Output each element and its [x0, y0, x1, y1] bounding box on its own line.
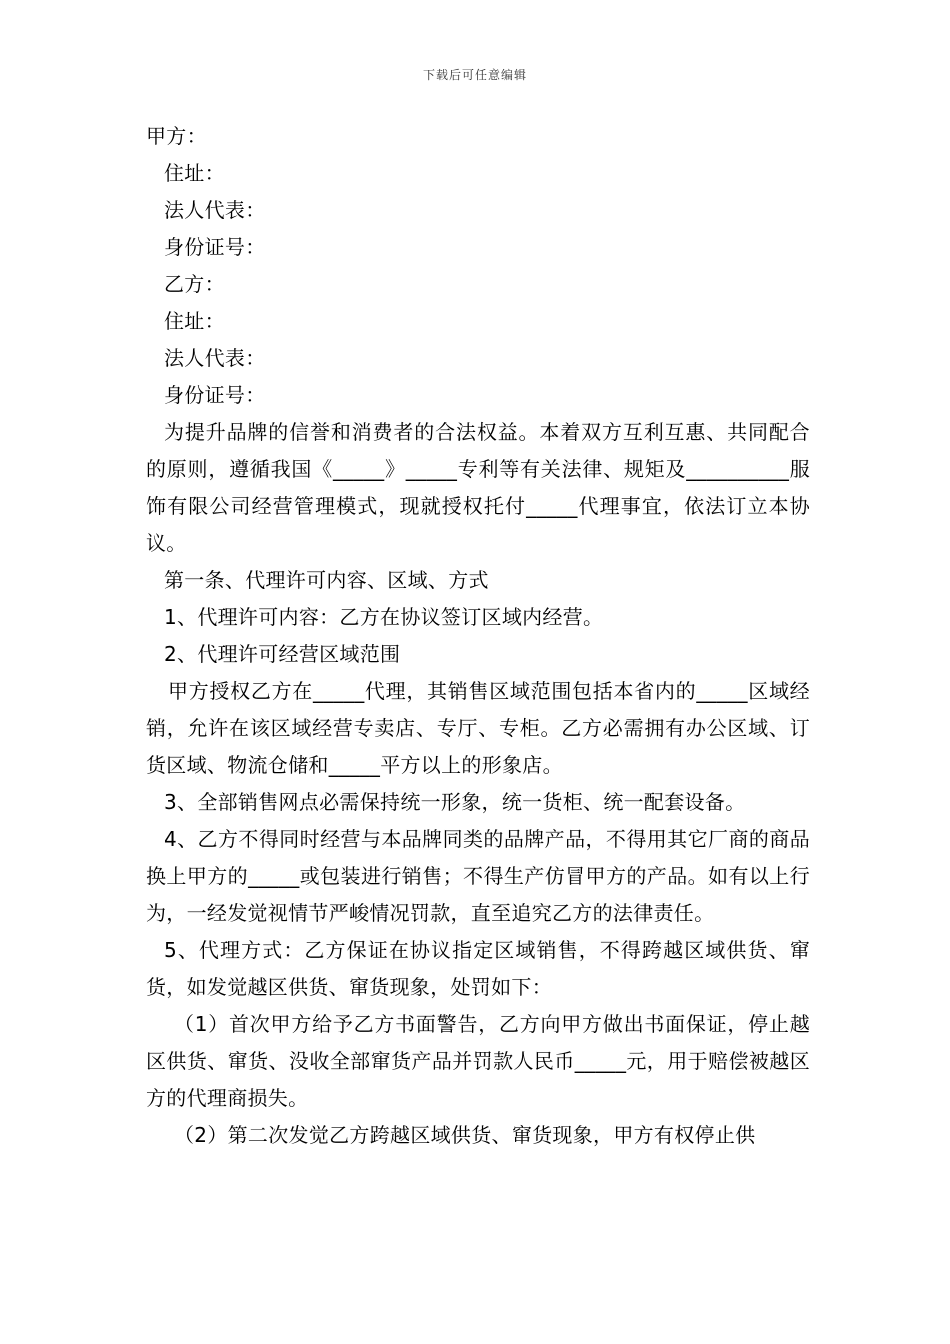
clause-5: 5、代理方式：乙方保证在协议指定区域销售，不得跨越区域供货、窜货，如发觉越区供货、窜货现象，处罚如下：: [146, 938, 810, 999]
document-body: [146, 118, 810, 1154]
party-a-label: 甲方：: [146, 124, 207, 148]
party-a-address: 住址：: [164, 161, 225, 185]
clause-1: 1、代理许可内容：乙方在协议签订区域内经营。: [164, 605, 604, 629]
preamble-paragraph: 为提升品牌的信誉和消费者的合法权益。本着双方互利互惠、共同配合的原则，遵循我国《_____》_____专利等有关法律、规矩及__________服饰有限公司经营管理模式，现就授权托付_____代理事宜，依法订立本协议。: [146, 420, 810, 555]
party-b-legal-rep: 法人代表：: [164, 346, 266, 370]
party-b-address: 住址：: [164, 309, 225, 333]
clause-2-detail: 甲方授权乙方在_____代理，其销售区域范围包括本省内的_____区域经销，允许在该区域经营专卖店、专厅、专柜。乙方必需拥有办公区域、订货区域、物流仓储和_____平方以上的形象店。: [146, 679, 810, 777]
party-b-id-number: 身份证号：: [164, 383, 266, 407]
party-b-label: 乙方：: [164, 272, 225, 296]
clause-2: 2、代理许可经营区域范围: [164, 642, 401, 666]
party-a-id-number: 身份证号：: [164, 235, 266, 259]
clause-3: 3、全部销售网点必需保持统一形象，统一货柜、统一配套设备。: [164, 790, 746, 814]
penalty-item-1: （1）首次甲方给予乙方书面警告，乙方向甲方做出书面保证，停止越区供货、窜货、没收全部窜货产品并罚款人民币_____元，用于赔偿被越区方的代理商损失。: [146, 1012, 810, 1110]
article-one-heading: 第一条、代理许可内容、区域、方式: [164, 568, 489, 592]
party-a-legal-rep: 法人代表：: [164, 198, 266, 222]
clause-4: 4、乙方不得同时经营与本品牌同类的品牌产品，不得用其它厂商的商品换上甲方的_____或包装进行销售；不得生产仿冒甲方的产品。如有以上行为，一经发觉视情节严峻情况罚款，直至追究乙方的法律责任。: [146, 827, 810, 925]
page-header-note: 下载后可任意编辑: [422, 68, 527, 82]
penalty-item-2: （2）第二次发觉乙方跨越区域供货、窜货现象，甲方有权停止供: [174, 1123, 756, 1147]
